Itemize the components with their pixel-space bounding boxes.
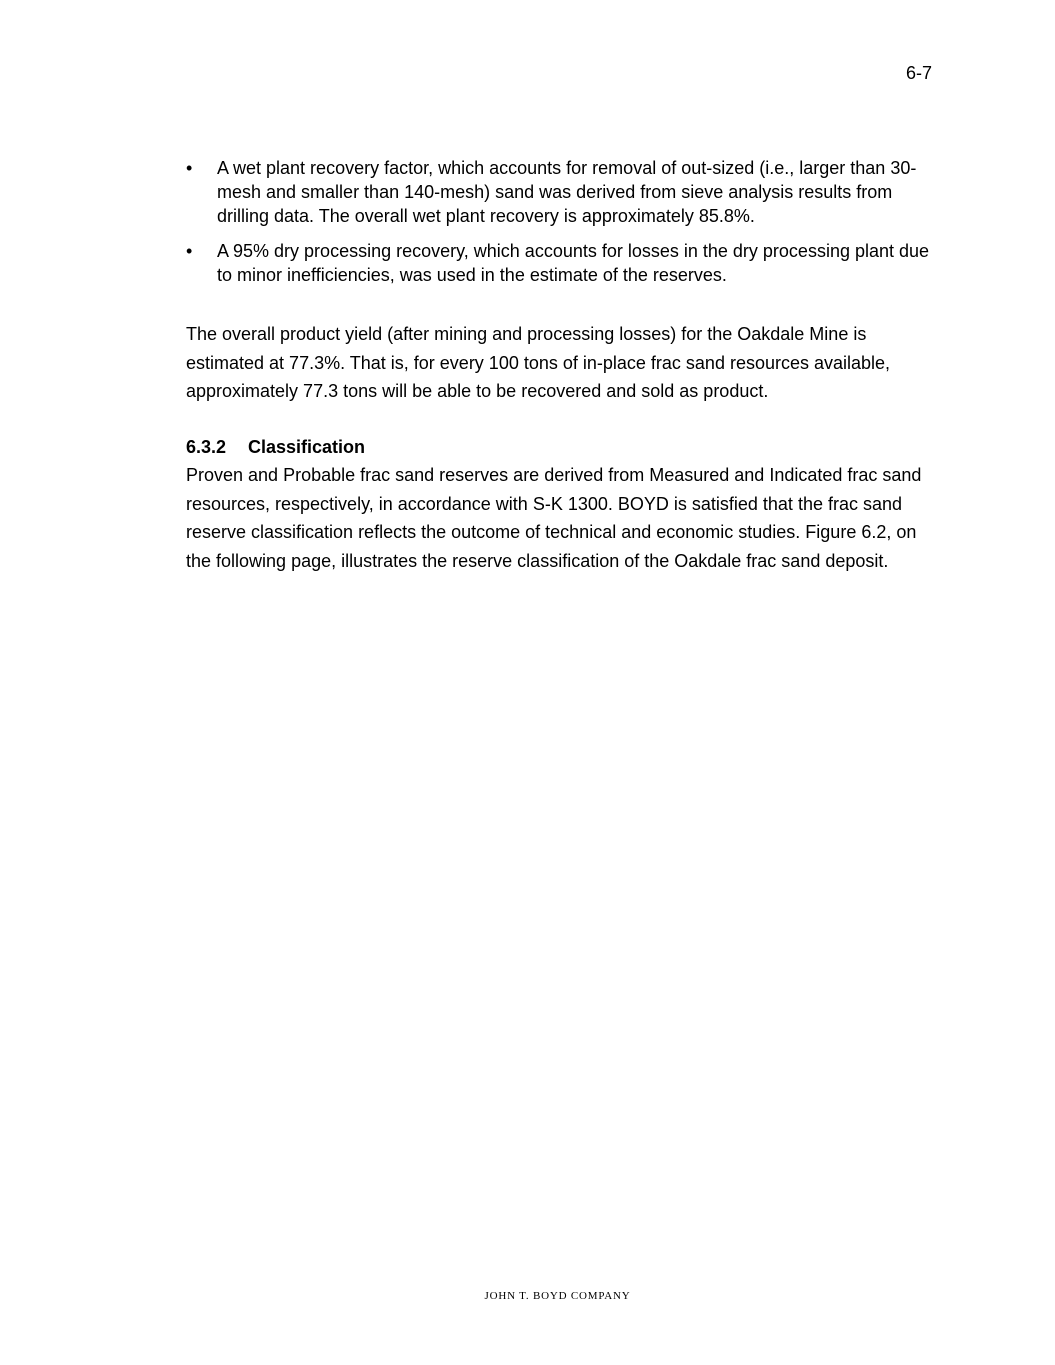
section-heading [186, 435, 365, 459]
footer-company-name: JOHN T. BOYD COMPANY [484, 1290, 631, 1302]
classification-paragraph: Proven and Probable frac sand reserves are derived from Measured and Indicated frac sand resources, respectively, in accordance with S-K 1300. BOYD is satisfied that the frac sand reserve classification reflects the outcome of technical and economic studies. Figure 6.2, on the following page, illustrates the reserve classification of the Oakdale frac sand deposit. [186, 465, 922, 571]
bullet-text: A 95% dry processing recovery, which accounts for losses in the dry processing plant due to minor inefficiencies, was used in the estimate of the reserves. [217, 241, 930, 285]
product-yield-paragraph: The overall product yield (after mining and processing losses) for the Oakdale Mine is estimated at 77.3%. That is, for every 100 tons of in-place frac sand resources available, approximately 77.3 tons will be able to be recovered and sold as product. [186, 324, 891, 401]
bullet-item-dry-processing-recovery [186, 239, 936, 287]
bullet-marker: • [186, 158, 193, 178]
page-number: 6-7 [905, 63, 932, 83]
bullet-marker: • [186, 241, 193, 261]
bullet-text: A wet plant recovery factor, which accounts for removal of out-sized (i.e., larger than 30-mesh and smaller than 140-mesh) sand was derived from sieve analysis results from drilling data. The overall wet plant recovery is approximately 85.8%. [217, 158, 917, 226]
bullet-item-wet-plant-recovery [186, 156, 936, 228]
section-title: Classification [248, 437, 366, 457]
section-number: 6.3.2 [186, 437, 227, 457]
bullet-list [186, 156, 936, 298]
